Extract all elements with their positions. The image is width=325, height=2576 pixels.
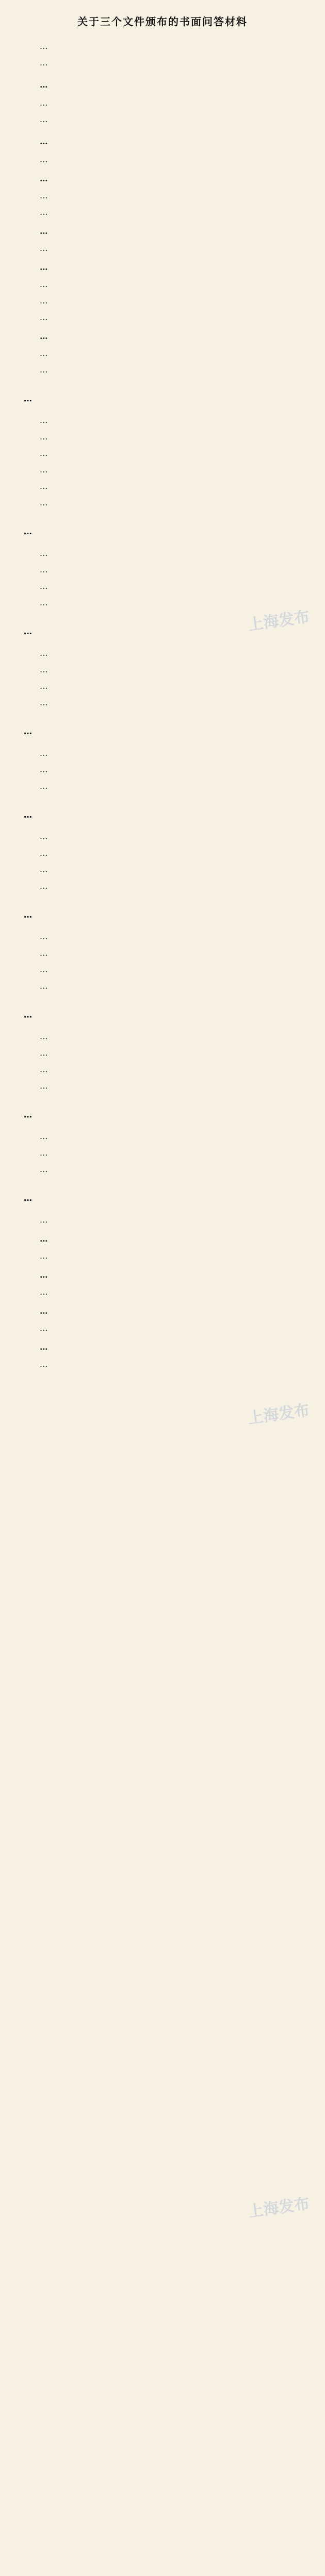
- paragraph: …: [40, 1048, 48, 1058]
- question-heading: …: [24, 1010, 32, 1020]
- watermark: 上海发布: [247, 607, 311, 635]
- paragraph: …: [40, 598, 48, 607]
- paragraph: …: [40, 482, 48, 491]
- paragraph: …: [40, 296, 48, 306]
- paragraph: …: [40, 832, 48, 841]
- paragraph: …: [40, 565, 48, 574]
- paragraph: …: [40, 865, 48, 874]
- paragraph: …: [40, 416, 48, 425]
- question-heading: …: [24, 527, 32, 536]
- paragraph: …: [40, 349, 48, 358]
- paragraph: …: [40, 115, 48, 124]
- paragraph: …: [40, 965, 48, 974]
- paragraph: …: [40, 1287, 48, 1297]
- subsection-heading: …: [40, 1342, 48, 1352]
- subsection-heading: …: [40, 262, 48, 272]
- page-title: 关于三个文件颁布的书面问答材料: [77, 15, 248, 28]
- subsection-heading: …: [40, 1234, 48, 1244]
- question-heading: …: [24, 910, 32, 920]
- paragraph: …: [40, 849, 48, 858]
- paragraph: …: [40, 465, 48, 474]
- paragraph: …: [40, 155, 48, 164]
- paragraph: …: [40, 1081, 48, 1091]
- question-heading: …: [24, 810, 32, 820]
- section-heading: …: [40, 80, 48, 90]
- paragraph: …: [40, 98, 48, 108]
- subsection-heading: …: [40, 1270, 48, 1280]
- paragraph: …: [40, 280, 48, 289]
- document-body: [24, 39, 301, 1372]
- subsection-heading: …: [40, 331, 48, 341]
- paragraph: …: [40, 58, 48, 67]
- paragraph: …: [40, 1165, 48, 1174]
- paragraph: …: [40, 1065, 48, 1074]
- question-heading: …: [24, 1110, 32, 1120]
- paragraph: …: [40, 1148, 48, 1158]
- paragraph: …: [40, 682, 48, 691]
- question-heading: …: [24, 394, 32, 403]
- paragraph: …: [40, 244, 48, 253]
- paragraph: …: [40, 582, 48, 591]
- subsection-heading: …: [40, 226, 48, 236]
- paragraph: …: [40, 1032, 48, 1041]
- paragraph: …: [40, 42, 48, 51]
- paragraph: …: [40, 649, 48, 658]
- paragraph: …: [40, 1215, 48, 1225]
- watermark: 上海发布: [247, 2194, 311, 2222]
- paragraph: …: [40, 698, 48, 707]
- question-heading: …: [24, 1193, 32, 1203]
- paragraph: …: [40, 948, 48, 958]
- paragraph: …: [40, 665, 48, 674]
- paragraph: …: [40, 365, 48, 375]
- subsection-heading: …: [40, 1306, 48, 1316]
- question-heading: …: [24, 626, 32, 636]
- paragraph: …: [40, 765, 48, 774]
- watermark: 上海发布: [247, 1401, 311, 1428]
- paragraph: …: [40, 549, 48, 558]
- question-heading: …: [24, 726, 32, 736]
- paragraph: …: [40, 1360, 48, 1369]
- subsection-heading: …: [40, 174, 48, 183]
- paragraph: …: [40, 449, 48, 458]
- paragraph: …: [40, 749, 48, 758]
- paragraph: …: [40, 882, 48, 891]
- paragraph: …: [40, 1324, 48, 1333]
- paragraph: …: [40, 981, 48, 991]
- paragraph: …: [40, 191, 48, 200]
- paragraph: …: [40, 432, 48, 442]
- paragraph: …: [40, 313, 48, 322]
- paragraph: …: [40, 498, 48, 507]
- paragraph: …: [40, 1251, 48, 1261]
- section-heading: …: [40, 137, 48, 146]
- paragraph: …: [40, 932, 48, 941]
- paragraph: …: [40, 1132, 48, 1141]
- paragraph: …: [40, 208, 48, 217]
- paragraph: …: [40, 782, 48, 791]
